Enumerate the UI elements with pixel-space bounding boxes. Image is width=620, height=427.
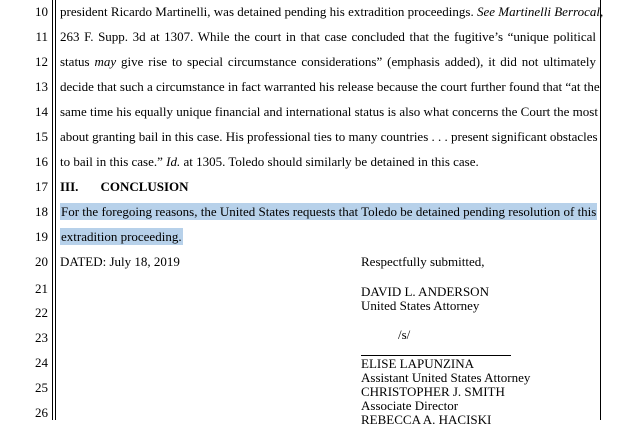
body-line: same time his equally unique financial and international status is also what concerns the Court the most	[60, 104, 598, 119]
signer-name: REBECCA A. HACISKI	[361, 412, 492, 427]
signer-name: ELISE LAPUNZINA	[361, 356, 475, 371]
body-line: to bail in this case.” Id. at 1305. Toledo should similarly be detained in this case.	[60, 154, 479, 169]
line-number: 24	[35, 355, 48, 370]
case-citation: See Martinelli Berrocal	[476, 4, 600, 19]
line-number: 11	[35, 29, 48, 44]
body-line: decide that such a circumstance in fact warranted his release because the court further found that “at the	[60, 79, 600, 94]
signer-title: Assistant United States Attorney	[361, 370, 531, 385]
section-heading	[60, 179, 189, 195]
body-line: status may give rise to special circumstance considerations” (emphasis added), it did not ultimately	[60, 54, 596, 69]
signer-title: United States Attorney	[361, 298, 480, 313]
body-line: president Ricardo Martinelli, was detained pending his extradition proceedings. See Martinelli Berrocal,	[60, 4, 604, 19]
line-number: 26	[35, 405, 48, 420]
right-margin-rule	[600, 0, 601, 420]
line-number: 18	[35, 204, 48, 219]
signer-name: CHRISTOPHER J. SMITH	[361, 384, 505, 399]
dated-line: DATED: July 18, 2019	[60, 254, 180, 269]
left-margin-rule-inner	[55, 0, 56, 420]
line-number: 25	[35, 380, 48, 395]
line-number: 13	[35, 79, 48, 94]
signer-name: DAVID L. ANDERSON	[361, 284, 489, 299]
section-numeral: III.	[60, 179, 79, 194]
text-highlight[interactable]: extradition proceeding.	[61, 229, 182, 244]
id-citation: Id.	[166, 154, 181, 169]
line-number: 14	[35, 104, 48, 119]
line-number: 21	[35, 281, 48, 296]
line-number: 16	[35, 154, 48, 169]
line-number: 15	[35, 129, 48, 144]
line-number: 10	[35, 4, 48, 19]
section-title: CONCLUSION	[100, 179, 189, 194]
line-number: 23	[35, 330, 48, 345]
body-line: 263 F. Supp. 3d at 1307. While the court in that case concluded that the fugitive’s “unique political	[60, 29, 596, 44]
closing: Respectfully submitted,	[361, 254, 485, 269]
line-number: 20	[35, 254, 48, 269]
signature-mark: /s/	[398, 327, 411, 342]
line-number: 22	[35, 305, 48, 320]
line-number: 12	[35, 54, 48, 69]
line-number: 19	[35, 229, 48, 244]
text-highlight[interactable]: For the foregoing reasons, the United States requests that Toledo be detained pending resolution of this	[61, 204, 597, 219]
highlighted-line[interactable]	[60, 204, 597, 220]
signer-title: Associate Director	[361, 398, 459, 413]
body-line: about granting bail in this case. His professional ties to many countries . . . present significant obstacles	[60, 129, 598, 144]
highlighted-line[interactable]	[60, 229, 183, 245]
left-margin-rule	[52, 0, 53, 420]
emphasis: may	[94, 54, 117, 69]
line-number: 17	[35, 179, 48, 194]
